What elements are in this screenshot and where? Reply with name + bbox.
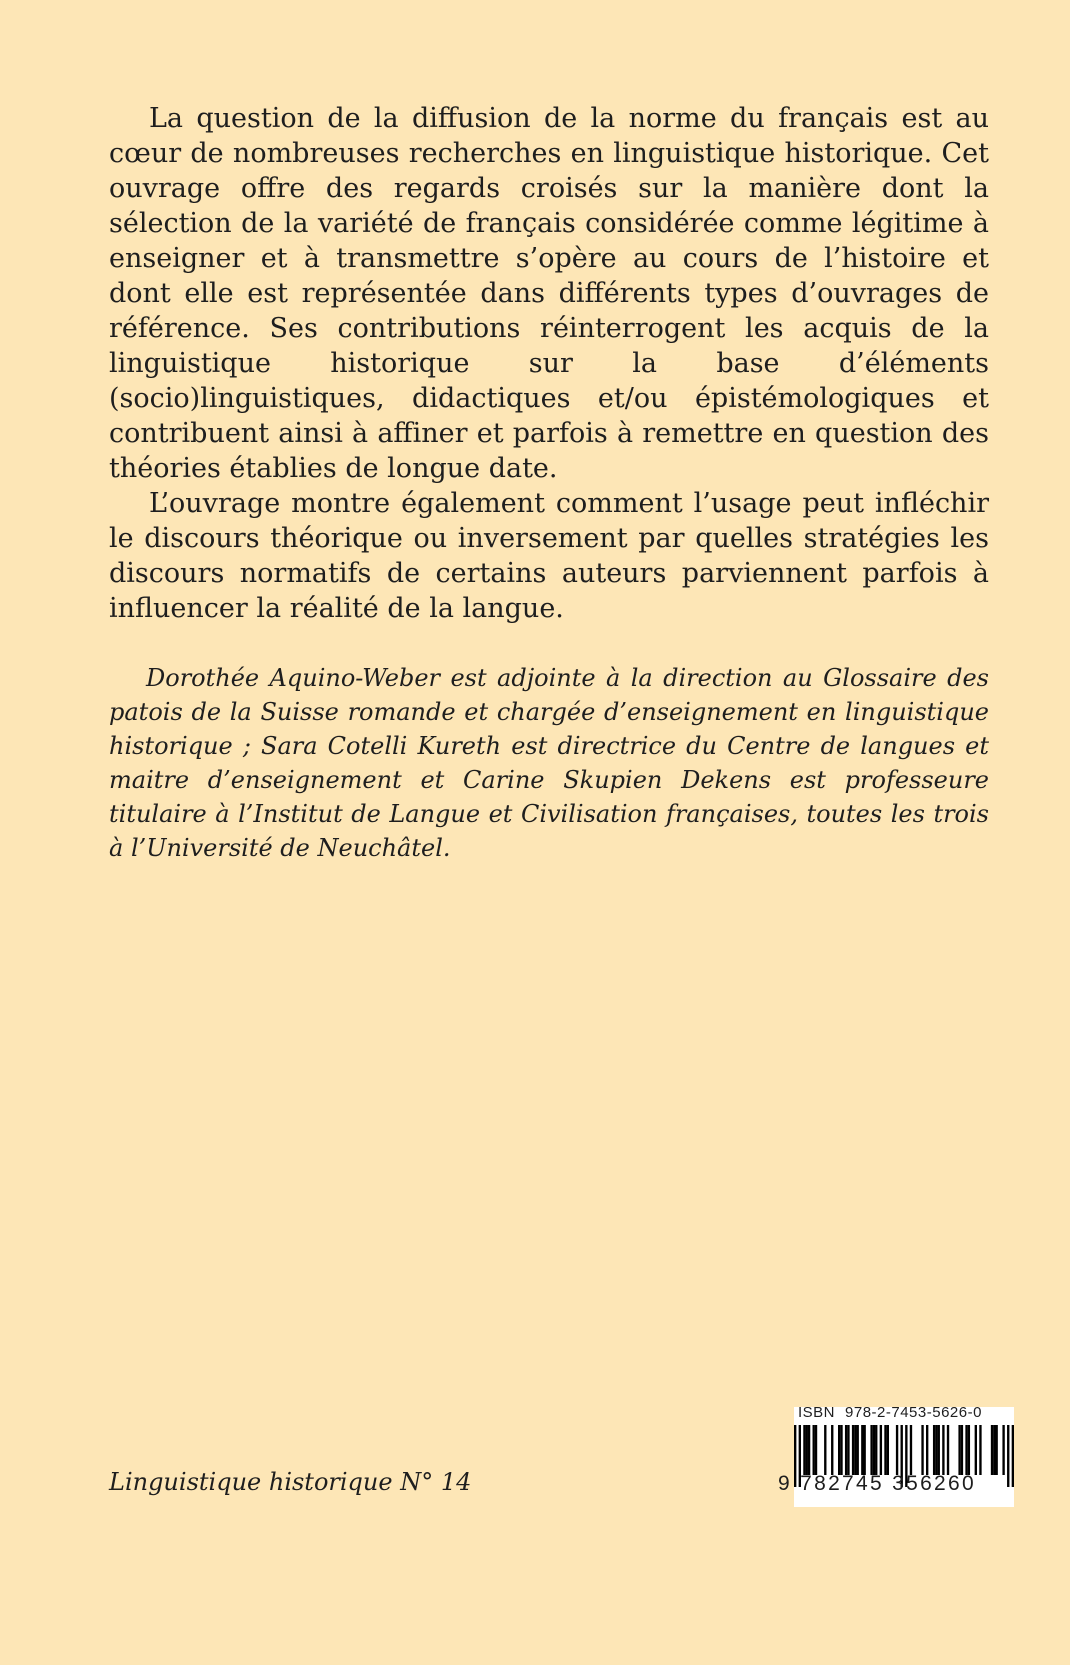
isbn-number: 978-2-7453-5626-0 — [845, 1404, 982, 1421]
barcode-bar — [857, 1425, 859, 1475]
barcode-bar — [938, 1425, 940, 1475]
barcode-bar — [1007, 1425, 1009, 1487]
barcode-bar — [852, 1425, 854, 1475]
isbn-line — [798, 1404, 982, 1421]
barcode-bar — [831, 1425, 833, 1475]
barcode-bar — [910, 1425, 912, 1475]
barcode-bar — [1002, 1425, 1004, 1475]
barcode-bar — [926, 1425, 928, 1475]
barcode-bar — [824, 1425, 826, 1475]
barcode-bar — [803, 1425, 805, 1475]
barcode-bar — [870, 1425, 872, 1475]
barcode-bar — [854, 1425, 856, 1475]
barcode-bar — [840, 1425, 842, 1475]
barcode-bar — [884, 1425, 886, 1475]
barcode-bar — [896, 1425, 898, 1475]
isbn-label: ISBN — [798, 1404, 836, 1421]
barcode-bar — [845, 1425, 847, 1475]
barcode-bar — [993, 1425, 995, 1475]
blurb-paragraph-1: La question de la diffusion de la norme du français est au cœur de nombreuses recherches en linguistique historique. Cet ouvrage offre des regards croisés sur la manière dont la sélection de la variété de français considérée comme légitime à enseigner et à transmettre s’opère au cours de l’histoire et dont elle est représentée dans différents types d’ouvrages de référence. Ses contributions réinterrogent les acquis de la linguistique historique sur la base d’éléments (socio)linguistiques, didactiques et/ou épistémologiques et contribuent ainsi à affiner et parfois à remettre en question des théories établies de longue date. — [109, 103, 989, 484]
barcode-bar — [873, 1425, 875, 1475]
barcode-bar — [806, 1425, 808, 1475]
barcode-bar — [975, 1425, 977, 1475]
blurb-paragraph-2: L’ouvrage montre également comment l’usage peut infléchir le discours théorique ou inversement par quelles stratégies les discours normatifs de certains auteurs parviennent parfois à influencer la réalité de la langue. — [109, 488, 989, 624]
authors-bio — [109, 661, 989, 865]
barcode-bar — [933, 1425, 935, 1475]
barcode-bar — [863, 1425, 865, 1475]
barcode-bar — [813, 1425, 815, 1475]
barcode-bar — [1012, 1425, 1014, 1487]
ean-digits: 9 782745 356260 — [778, 1472, 976, 1495]
barcode-bar — [808, 1425, 810, 1475]
barcode-bar — [942, 1425, 944, 1475]
barcode-bar — [991, 1425, 993, 1475]
barcode-bar — [847, 1425, 849, 1475]
barcode-bar — [838, 1425, 840, 1475]
barcode-bar — [965, 1425, 967, 1475]
blurb — [109, 101, 989, 626]
barcode-bar — [979, 1425, 981, 1475]
barcode-bar — [875, 1425, 877, 1475]
barcode-bar — [958, 1425, 960, 1475]
barcode-bar — [968, 1425, 970, 1475]
authors-bio-text: Dorothée Aquino-Weber est adjointe à la direction au Glossaire des patois de la Suisse romande et chargée d’enseignement en linguistique historique ; Sara Cotelli Kureth est directrice du Centre de langues et maitre d’enseignement et Carine Skupien Dekens est professeure titulaire à l’Institut de Langue et Civilisation françaises, toutes les trois à l’Université de Neuchâtel. — [109, 664, 989, 862]
series-title: Linguistique historique N° 14 — [109, 1468, 472, 1496]
barcode-bar — [887, 1425, 889, 1475]
barcode-bar — [935, 1425, 937, 1475]
barcode-bar — [861, 1425, 863, 1475]
barcode-bar — [921, 1425, 923, 1475]
barcode-bar — [815, 1425, 817, 1475]
barcode-bar — [995, 1425, 997, 1475]
barcode-bar — [961, 1425, 963, 1475]
barcode-bar — [880, 1425, 882, 1475]
barcode-bar — [947, 1425, 949, 1475]
